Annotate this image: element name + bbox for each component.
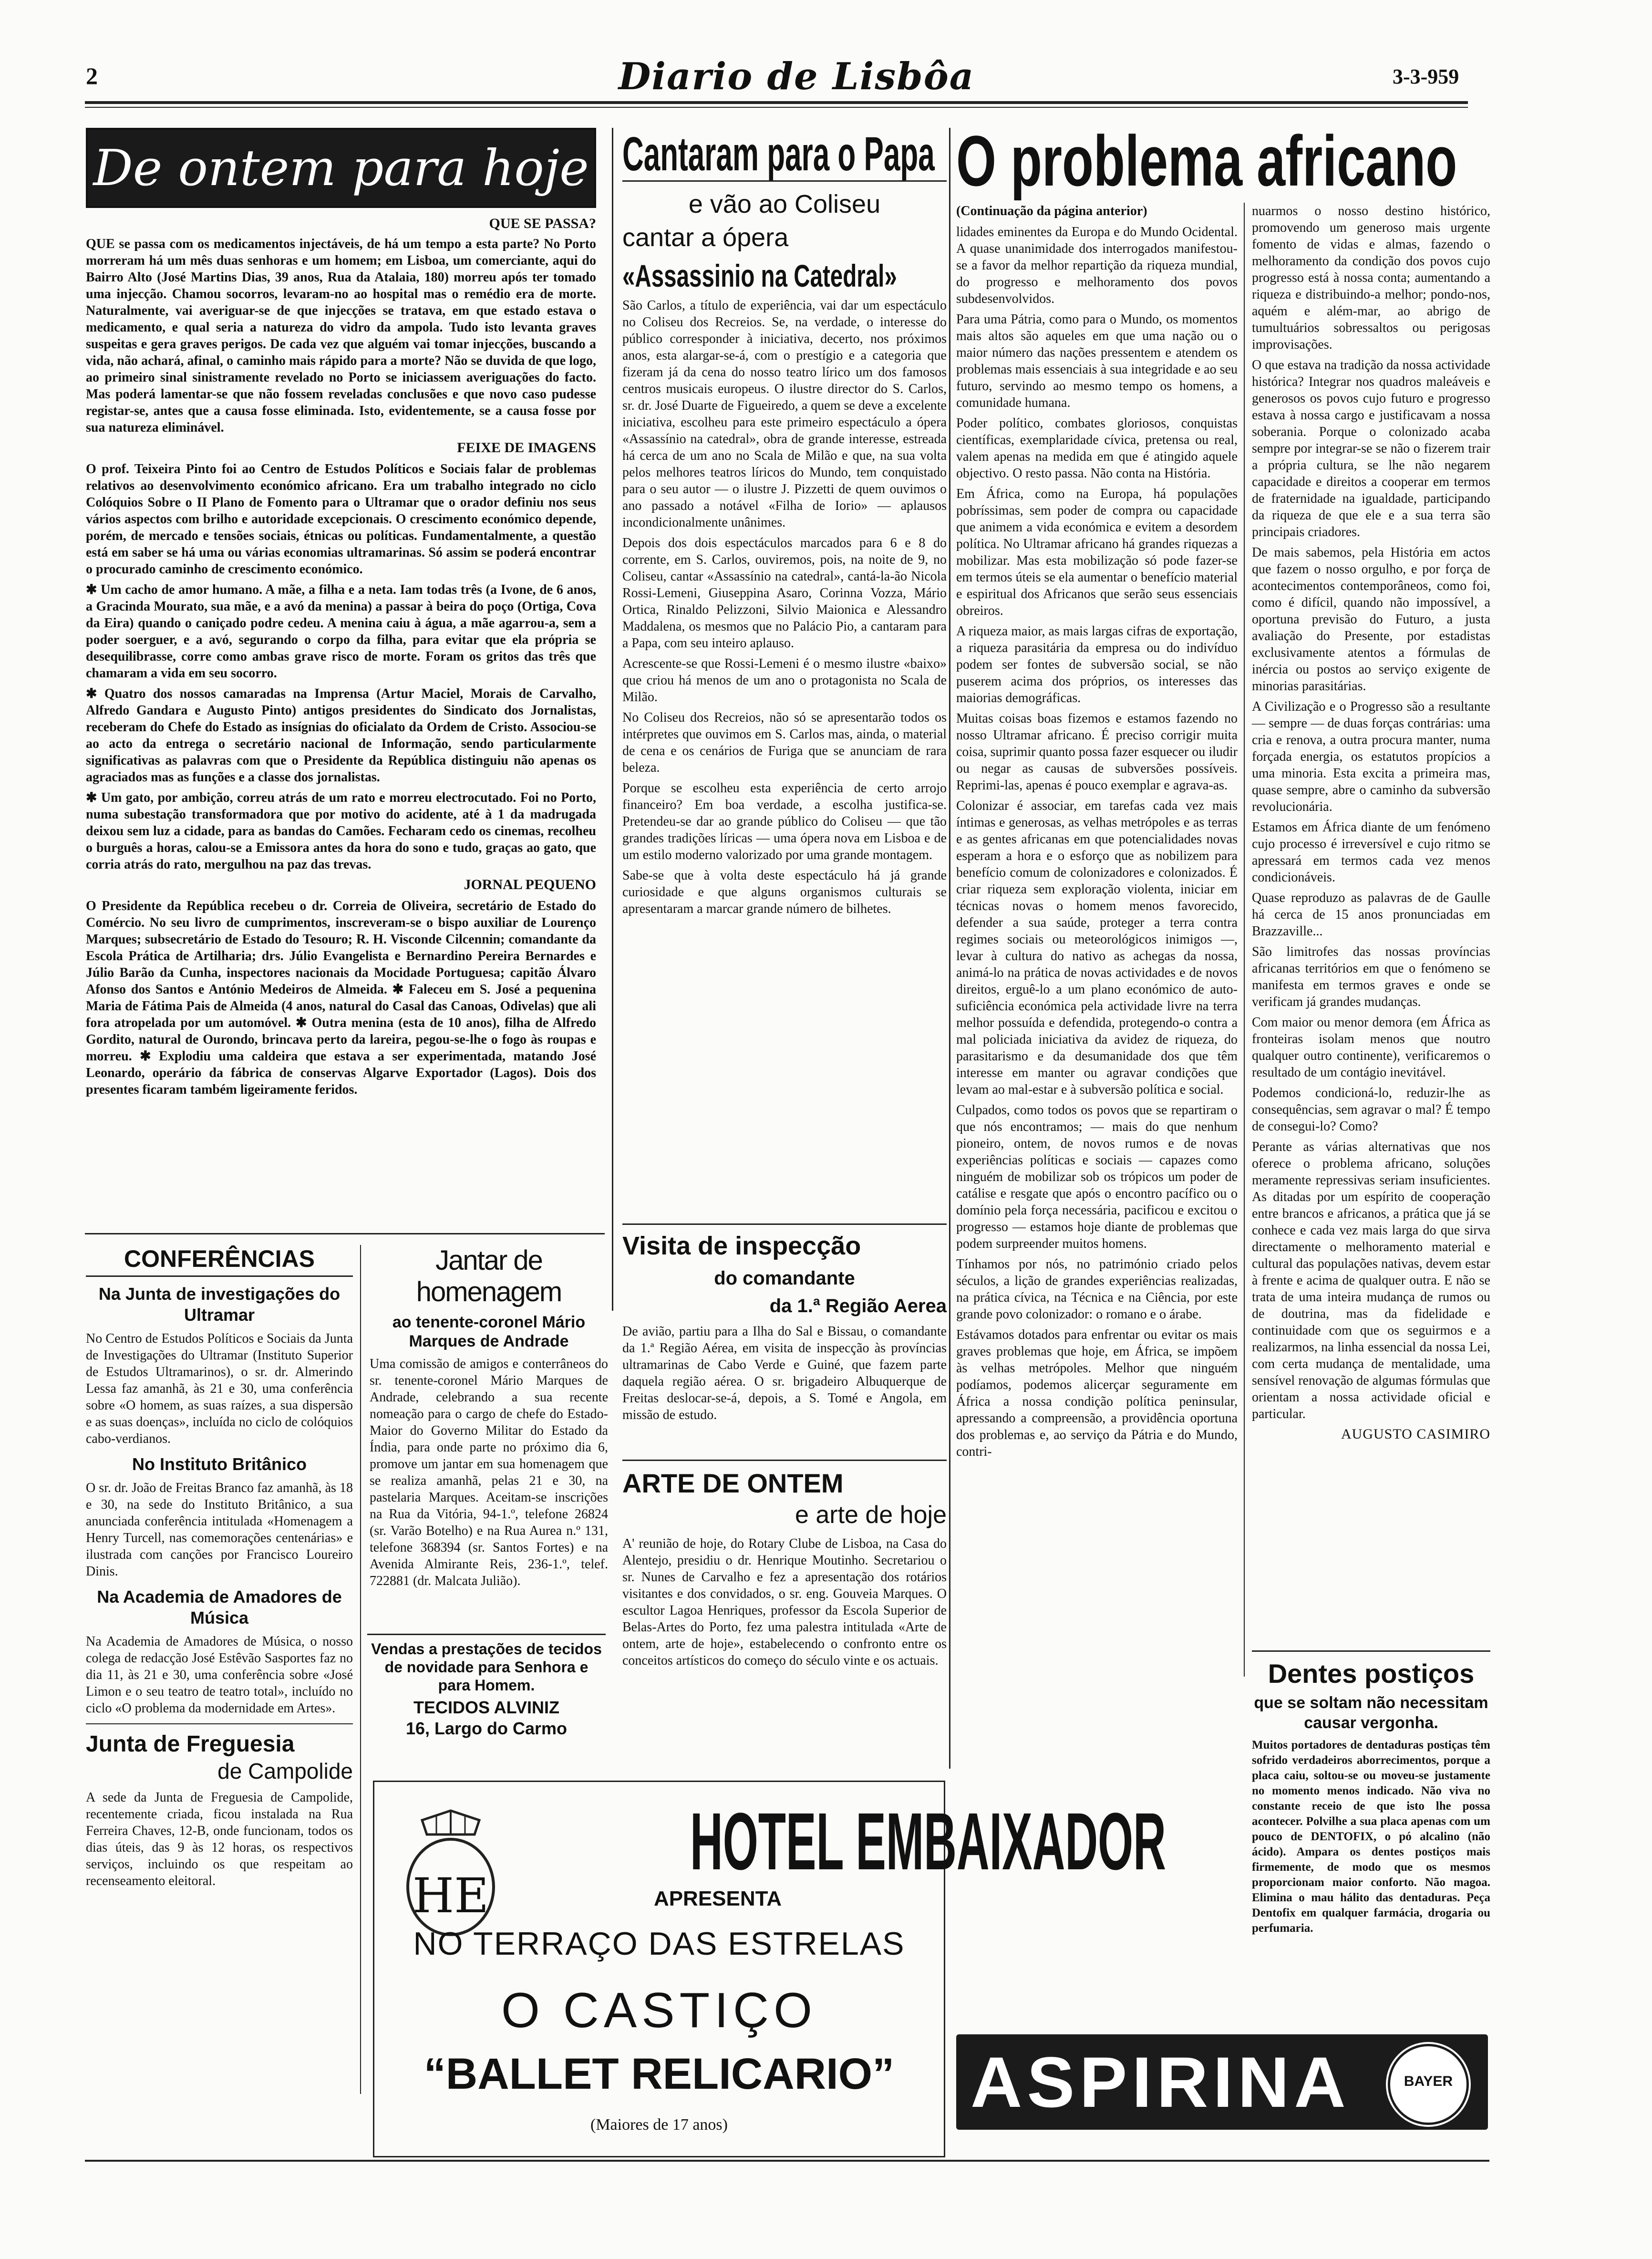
problema-b10: Perante as várias alternativas que nos oferece o problema africano, soluções meramente repressivas seriam insuficientes. As ditadas por um espírito de cooperação entre brancos e africanos, a prática que já se conhece e cada vez mais larga do que sirva directamente o melhoramento material e cultural das populações nativas, devem estar à frente e acima de qualquer outra. E não se trata de uma inteira mudança de rumos ou de doutrina, mas da fidelidade e continuidade com que os seguirmos e a realizarmos, na linha essencial da nossa Lei, com certa mudança de mentalidade, uma sensível renovação de algumas fórmulas que orientam a nossa actividade oficial e particular. bbox=[1252, 1140, 1490, 1421]
article-cacho-amor: ✱ Um cacho de amor humano. A mãe, a filha e a neta. Iam todas três (a Ivone, de 6 anos, a Gracinda Mourato, sua mãe, e a avó da menina) a passar à beira do poço (Ortiga, Cova da Eira) quando o caniçado podre cedeu. A menina caiu à água, a mãe agarrou-a, sem a poder soerguer, e a avó, segurando o corpo da filha, para evitar que ela própria se desequilibrasse, corre como ambas grave risco de morte. Foram os gritos das três que chamaram a vida em seu socorro. bbox=[86, 582, 596, 681]
issue-date: 3-3-959 bbox=[1393, 65, 1459, 88]
visita-sub-regiao: da 1.ª Região Aerea bbox=[769, 1295, 947, 1316]
column-de-ontem bbox=[86, 128, 596, 1102]
cantaram-sub-opera: cantar a ópera bbox=[622, 223, 789, 252]
conferencias-sub-academia: Na Academia de Amadores de Música bbox=[97, 1587, 342, 1627]
problema-b4: A Civilização e o Progresso são a resultante — sempre — de duas forças contrárias: uma cria e renova, a outra procura manter, numa forçada energia, os estatutos propícios a uma minoria. Esta excita a primeira mas, quase sempre, abre o caminho da subversão revolucionária. bbox=[1252, 699, 1490, 814]
cantaram-p5: Porque se escolheu esta experiência de certo arrojo financeiro? Em boa verdade, a escolha justifica-se. Pretendeu-se dar ao grande público do Coliseu — que tão grandes tradições líricas — uma ópera nova em Lisboa e de um estilo moderno valorizado por uma grande montagem. bbox=[622, 781, 947, 862]
problema-signature: AUGUSTO CASIMIRO bbox=[1341, 1426, 1490, 1442]
problema-headline: O problema africano bbox=[956, 121, 1457, 201]
conferencias-title: CONFERÊNCIAS bbox=[124, 1245, 315, 1272]
column-rule bbox=[1244, 203, 1245, 1677]
tecidos-ad-address: 16, Largo do Carmo bbox=[405, 1719, 568, 1738]
problema-a7: Colonizar é associar, em tarefas cada vez mais íntimas e generosas, as velhas metrópoles e as terras e as gentes africanas em que potencialidades novas esperam a hora e o esforço que as nobilizem para benefício comum de colonizadores e colonizados. É criar riqueza sem exploração violenta, iniciar em técnicas novas o homem menos favorecido, defender a sua saúde, proteger a terra contra regimes sociais ou meteorológicos inimigos —, levar à cultura do nativo as achegas da nossa, animá-lo na prática de novas actividades e de novos direitos, erguê-lo a um plano económico de auto-suficiência económica pela actividade livre na terra melhor possuída e defendida, protegendo-o contra a mal policiada iniciativa da avidez de riqueza, do parasitarismo e da desumanidade dos que têm interesse em manter ou agravar condições que levam ao mal-estar e à subversão política e social. bbox=[956, 798, 1238, 1097]
problema-b6: Quase reproduzo as palavras de de Gaulle há cerca de 15 anos pronunciadas em Brazzaville... bbox=[1252, 891, 1490, 939]
article-gato: ✱ Um gato, por ambição, correu atrás de um rato e morreu electrocutado. Foi no Porto, numa subestação transformadora que por motivo do acidente, até à 1 da madrugada deixou sem luz a cidade, para as bandas do Camões. Fecharam cedo os cinemas, recolheu o burguês a horas, calou-se a Emissora antes da hora do sono e tudo, graças ao gato, que corria atrás do rato, mergulhou na paz das trevas. bbox=[86, 790, 596, 872]
tecidos-ad-name: TECIDOS ALVINIZ bbox=[413, 1698, 559, 1717]
tecidos-ad bbox=[367, 1634, 606, 1739]
problema-a3: Poder político, combates gloriosos, conquistas científicas, exemplaridade cívica, pretensa ou real, valem apenas na medida em que é atingido aquele objectivo. O resto passa. Não conta na História. bbox=[956, 416, 1238, 481]
page-bottom-rule bbox=[85, 2160, 1489, 2162]
junta-freguesia-subtitle: de Campolide bbox=[217, 1759, 353, 1783]
conferencias-sub-ultramar: Na Junta de investigações do Ultramar bbox=[98, 1284, 341, 1325]
problema-b3: De mais sabemos, pela História em actos que fazem o nosso orgulho, e por força de acontecimentos contemporâneos, como foi, como é difícil, quando não impossível, a oportuna previsão do Futuro, a justa avaliação do Presente, por estadistas exclusivamente atentos a fórmulas de inércia ou postos ao serviço exigente de minorias parasitárias. bbox=[1252, 545, 1490, 694]
section-rule bbox=[85, 1233, 605, 1234]
dentes-ad-subtitle: que se soltam não necessitam causar vergonha. bbox=[1254, 1694, 1488, 1732]
masthead-rule-thin bbox=[85, 107, 1468, 108]
cantaram-p1: São Carlos, a título de experiência, vai dar um espectáculo no Coliseu dos Recreios. Se, na verdade, o interesse do público corresponder à iniciativa, decerto, nos próximos anos, esta alargar-se-á, com o prestígio e a categoria que fizeram já da cena do nosso teatro lírico um dos famosos centros musicais europeus. O ilustre director do S. Carlos, sr. dr. José Duarte de Figueiredo, a quem se deve a excelente iniciativa, escolheu para este primeiro espectáculo a ópera «Assassínio na catedral», obra de grande interesse, estreada há cerca de um ano no Scala de Milão e que, na sua volta pelos melhores teatros líricos do Mundo, tem conquistado para o seu autor — o ilustre J. Pizzetti de quem ouvimos o ano passado a notável «Filha de Iorio» — aplausos incondicionalmente unânimes. bbox=[622, 298, 947, 530]
article-injeccoes: QUE se passa com os medicamentos injectáveis, de há um tempo a esta parte? No Porto morreram há um mês duas senhoras e um homem; em Lisboa, um comerciante, aqui do Bairro Alto (José Martins Dias, 39 anos, Rua da Atalaia, 180) morreu após ter tomado uma injecção. Chamou socorros, levaram-no ao hospital mas o remédio era de morte. Naturalmente, vai averiguar-se de que injecções se tratava, em que estado estava o medicamento, e qual seria a natureza do vidro da ampola. Tudo isto levanta graves suspeitas e gera graves perigos. De cada vez que alguém vai tomar injecções, buscando a vida, não achará, afinal, o caminho mais rápido para a morte? Não se duvida de que logo, ao primeiro sinal sinistramente revelado no Porto se iniciassem averiguações do facto. Mas poderá lamentar-se que não fossem reveladas conclusões e que novo caso pudesse registar-se, antes que a causa fosse eliminada. Isto, evidentemente, se a causa fosse por sua natureza eliminável. bbox=[86, 237, 596, 435]
problema-b7: São limitrofes das nossas províncias africanas territórios em que o fenómeno se manifesta em termos graves e onde se verificam já grandes mudanças. bbox=[1252, 944, 1490, 1009]
problema-b2: O que estava na tradição da nossa actividade histórica? Integrar nos quadros maleáveis e generosos os povos cujo futuro e progresso estava à nossa cargo e justificavam a nossa soberania. Porque o colonizado acaba sempre por integrar-se se não o fizerem trair a própria cultura, se lhe não negarem capacidade e direitos a cooperar em termos de fraternidade na igualdade, participando da riqueza de que ele e a sua terra são principais criadores. bbox=[1252, 358, 1490, 539]
page-number: 2 bbox=[86, 62, 98, 89]
problema-column-b bbox=[1252, 203, 1490, 1442]
visita-article bbox=[622, 1223, 947, 1427]
dentes-ad bbox=[1252, 1650, 1490, 1940]
aspirina-name: ASPIRINA bbox=[971, 2042, 1351, 2122]
masthead-title: Diario de Lisbôa bbox=[618, 55, 975, 98]
hotel-terraco: NO TERRAÇO DAS ESTRELAS bbox=[413, 1926, 905, 1962]
dentes-ad-title: Dentes postiços bbox=[1268, 1658, 1475, 1689]
cantaram-p4: No Coliseu dos Recreios, não só se apresentarão todos os intérpretes que ouvimos em S. Carlos mas, ainda, o material de cena e os cenários de Furiga que se anunciam de rara beleza. bbox=[622, 710, 947, 775]
problema-continuation: (Continuação da página anterior) bbox=[956, 204, 1147, 218]
jantar-article bbox=[370, 1245, 608, 1593]
problema-a10: Estávamos dotados para enfrentar ou evitar os mais graves problemas que hoje, em África, se impõem às velhas metrópoles. Melhor que ninguém podíamos, podemos alicerçar seguramente em África a nossa condição política peninsular, apressando a compreensão, a providência oportuna dos problemas e, ao serviço da Pátria e do Mundo, contri- bbox=[956, 1327, 1238, 1459]
bayer-logo-text: BAYER bbox=[1404, 2073, 1453, 2089]
hotel-name: HOTEL EMBAIXADOR bbox=[690, 1796, 1166, 1887]
article-camaradas-imprensa: ✱ Quatro dos nossos camaradas na Imprensa (Artur Maciel, Morais de Carvalho, Alfredo Gandara e Augusto Pinto) antigos presidentes do Sindicato dos Jornalistas, receberam do Chefe do Estado as insígnias do oficialato da Ordem de Cristo. Associou-se ao acto da entrega o secretário nacional de Informação, sendo particularmente significativas as palavras com que o Presidente da República distinguiu não apenas os agraciados mas as funções e a classe dos jornalistas. bbox=[86, 686, 596, 785]
problema-b9: Podemos condicioná-lo, reduzir-lhe as consequências, sem agravar o mal? É tempo de consegui-lo? Como? bbox=[1252, 1086, 1490, 1134]
visita-headline: Visita de inspecção bbox=[622, 1232, 861, 1260]
conferencias-inner-rule bbox=[86, 1723, 353, 1724]
column-rule bbox=[949, 128, 950, 1769]
conferencias-sub-britanico: No Instituto Britânico bbox=[132, 1454, 307, 1474]
visita-sub-comandante: do comandante bbox=[714, 1268, 855, 1289]
cantaram-p6: Sabe-se que à volta deste espectáculo há já grande curiosidade e que alguns organismos culturais se apresentaram a marcar grande número de bilhetes. bbox=[622, 868, 947, 916]
jantar-title: Jantar de homenagem bbox=[416, 1245, 562, 1307]
jantar-subtitle: ao tenente-coronel Mário Marques de Andrade bbox=[392, 1313, 586, 1350]
cantaram-article bbox=[622, 128, 947, 921]
problema-a9: Tínhamos por nós, no património criado pelos séculos, a lição de grandes experiências realizadas, na prática cívica, na Técnica e na Ciência, por este grande povo colonizador: o romano e o árabe. bbox=[956, 1257, 1238, 1322]
problema-a8: Culpados, como todos os povos que se repartiram o que nós encontramos; — mais do que nenhum pioneiro, ontem, de novos rumos e de novas experiências políticas e sociais — capazes como ninguém de mobilizar sob os trópicos um poder de catálise e resgate que após o encontro pacífico ou o domínio pela força necessária, pacificou e excitou o progresso — estamos hoje diante de problemas que podem surpreender muitos homens. bbox=[956, 1103, 1238, 1251]
hotel-maiores: (Maiores de 17 anos) bbox=[590, 2116, 728, 2134]
section-feixe-de-imagens: FEIXE DE IMAGENS bbox=[457, 440, 596, 456]
aspirina-ad bbox=[956, 2034, 1488, 2130]
conferencias-text-ultramar: No Centro de Estudos Políticos e Sociais da Junta de Investigações do Ultramar (Instituto Superior de Estudos Ultramarinos), o sr. dr. Almerindo Lessa faz amanhã, às 21 e 30, uma conferência sobre «O homem, as suas raízes, a sua dispersão e as suas doenças», incluída no ciclo de colóquios cabo-verdianos. bbox=[86, 1331, 353, 1446]
problema-b5: Estamos em África diante de um fenómeno cujo processo é irreversível e cujo ritmo se apressará em termos cada vez menos condicionáveis. bbox=[1252, 820, 1490, 885]
cantaram-sub-assassinio: «Assassinio na Catedral» bbox=[622, 258, 897, 293]
dentes-ad-text: Muitos portadores de dentaduras postiças têm sofrido verdadeiros aborrecimentos, porque a placa caiu, soltou-se ou moveu-se justamente no momento menos indicado. Não viva no constante receio de que isto lhe possa acontecer. Polvilhe a sua placa apenas com um pouco de DENTOFIX, o pó alcalino (não ácido). Ampara os dentes postiços mais firmemente, de modo que os mesmos proporcionam maior conforto. Não magoa. Elimina o mau hálito das dentaduras. Peça Dentofix em qualquer farmácia, drogaria ou perfumaria. bbox=[1252, 1739, 1490, 1935]
problema-headline-wrap bbox=[956, 121, 1490, 201]
cantaram-headline: Cantaram para o Papa bbox=[622, 127, 935, 181]
conferencias-box bbox=[86, 1245, 353, 1893]
junta-freguesia-text: A sede da Junta de Freguesia de Campolide, recentemente criada, ficou instalada na Rua Ferreira Chaves, 12-B, onde funcionam, todos os dias úteis, das 9 às 12 horas, os respectivos serviços, incluindo os que respeitam ao recenseamento eleitoral. bbox=[86, 1790, 353, 1888]
article-presidente: O Presidente da República recebeu o dr. Correia de Oliveira, secretário de Estado do Comércio. No seu livro de cumprimentos, inscreveram-se o bispo auxiliar de Lourenço Marques; subsecretário de Estado do Tesouro; R. H. Visconde Cilcennin; comandante da Escola Prática de Artilharia; drs. Júlio Evangelista e Bernardino Pereira Bernardes e Júlio Barão da Cunha, inspectores nacionais da Mocidade Portuguesa; capitão Álvaro Afonso dos Santos e António Medeiros de Almeida. ✱ Faleceu em S. José a pequenina Maria de Fátima Pais de Almeida (4 anos, natural do Casal das Canoas, Odivelas) que ali fora atropelada por um automóvel. ✱ Outra menina (esta de 10 anos), filha de Alfredo Gordito, natural de Ourondo, brincava perto da lareira, pegou-se-lhe o fogo às roupas e morreu. ✱ Explodiu uma caldeira que estava a ser experimentada, matando José Leonardo, operário da fábrica de conservas Algarve Exportador (Lagos). Dois dos presentes ficaram também ligeiramente feridos. bbox=[86, 899, 596, 1097]
arte-text: A' reunião de hoje, do Rotary Clube de Lisboa, na Casa do Alentejo, presidiu o dr. Henrique Moutinho. Secretariou o sr. Nunes de Carvalho e fez a apresentação dos rotários visitantes e dos convidados, o sr. eng. Gouveia Marques. O escultor Lagoa Henriques, professor da Escola Superior de Belas-Artes do Porto, fez uma palestra intitulada «Arte de ontem, arte de hoje», estabelecendo o confronto entre os conceitos artísticos do começo do século vinte e os actuais. bbox=[622, 1536, 947, 1668]
hotel-ballet: “BALLET RELICARIO” bbox=[423, 2050, 895, 2098]
cantaram-sub-coliseu: e vão ao Coliseu bbox=[688, 190, 881, 218]
column-rule bbox=[612, 128, 613, 1311]
junta-freguesia-title: Junta de Freguesia bbox=[86, 1731, 295, 1757]
problema-a1: lidades eminentes da Europa e do Mundo Ocidental. A quase unanimidade dos interrogados manifestou-se a favor da melhor repartição da riqueza mundial, do progresso e melhoramento dos povos subdesenvolvidos. bbox=[956, 225, 1238, 306]
conferencias-title-rule bbox=[86, 1275, 353, 1277]
cantaram-p2: Depois dos dois espectáculos marcados para 6 e 8 do corrente, em S. Carlos, ouviremos, pois, na noite de 9, no Coliseu, cantar «Assassínio na catedral», cantá-la-ão Nicola Rossi-Lemeni, Giuseppina Asaro, Corinna Vozza, Mário Ortica, Rinaldo Pelizzoni, Silvio Maionica e Alessandro Maddalena, os mesmos que no Palácio Pio, a cantaram para a Papa, com seu inteiro aplauso. bbox=[622, 536, 947, 651]
problema-column-a bbox=[956, 203, 1238, 1464]
tecidos-ad-text: Vendas a prestações de tecidos de novidade para Senhora e para Homem. bbox=[371, 1640, 602, 1694]
visita-text: De avião, partiu para a Ilha do Sal e Bissau, o comandante da 1.ª Região Aérea, em visita de inspecção às províncias ultramarinas de Cabo Verde e Guiné, que fazem parte daquela região aérea. O sr. brigadeiro Albuquerque de Freitas deslocar-se-á, depois, a S. Tomé e Angola, em missão de estudo. bbox=[622, 1324, 947, 1422]
article-teixeira-pinto: O prof. Teixeira Pinto foi ao Centro de Estudos Políticos e Sociais falar de problemas relativos ao desenvolvimento económico africano. Era um trabalho integrado no ciclo Colóquios Sobre o II Plano de Fomento para o Ultramar que o orador definiu nos seus vários aspectos com brilho e autoridade excepcionais. O crescimento económico depende, porém, de mercado e tensões sociais, étnicas ou políticas. Fundamentalmente, a questão está em saber se há uma ou várias economias ultramarinas. Só assim se poderá encontrar o procurado caminho de crescimento económico. bbox=[86, 462, 596, 577]
arte-subheadline: e arte de hoje bbox=[795, 1501, 947, 1529]
problema-a2: Para uma Pátria, como para o Mundo, os momentos mais altos são aqueles em que uma nação ou o maior número das nações pressentem e atendem os problemas mais essenciais à sua integridade e ao seu futuro, servindo ao mesmo tempo os homens, a comunidade humana. bbox=[956, 312, 1238, 410]
kicker-que-se-passa: QUE SE PASSA? bbox=[489, 216, 596, 231]
arte-headline: ARTE DE ONTEM bbox=[622, 1468, 844, 1498]
conferencias-text-britanico: O sr. dr. João de Freitas Branco faz amanhã, às 18 e 30, na sede do Instituto Britânico, a sua anunciada conferência intitulada «Homenagem a Henry Turcell, nas comemorações centenárias» e ilustrada com canções por Francisco Loureiro Dinis. bbox=[86, 1481, 353, 1579]
hotel-apresenta: APRESENTA bbox=[653, 1887, 782, 1910]
de-ontem-banner: De ontem para hoje bbox=[86, 128, 596, 208]
masthead-rule bbox=[85, 101, 1468, 104]
problema-a5: A riqueza maior, as mais largas cifras de exportação, a riqueza parasitária da empresa ou do indivíduo podem ser fontes de subversão social, se não puserem acima dos próprios, os interesses das maiorias demográficas. bbox=[956, 624, 1238, 705]
jantar-text: Uma comissão de amigos e conterrâneos do sr. tenente-coronel Mário Marques de Andrade, celebrando a sua recente nomeação para o cargo de chefe do Estado-Maior do Governo Militar do Estado da Índia, para onde parte no próximo dia 6, promove um jantar em sua homenagem que se realiza amanhã, pelas 21 e 30, na pastelaria Marques. Aceitam-se inscrições na Rua da Vitória, 94-1.º, telefone 26824 (sr. Varão Botelho) e na Rua Aurea n.º 131, telefone 368394 (sr. Santos Fortes) e na Avenida Almirante Reis, 236-1.º, telef. 722881 (dr. Malcata Julião). bbox=[370, 1357, 608, 1588]
cantaram-p3: Acrescente-se que Rossi-Lemeni é o mesmo ilustre «baixo» que criou há menos de um ano o protagonista no Scala de Milão. bbox=[622, 656, 947, 705]
hotel-castico: O CASTIÇO bbox=[501, 1983, 817, 2038]
hotel-logo-text: HE bbox=[412, 1868, 489, 1924]
arte-article bbox=[622, 1460, 947, 1673]
problema-a4: Em África, como na Europa, há populações pobríssimas, sem poder de compra ou capacidade que animem a vida económica e evitem a desordem política. No Ultramar africano há grandes riquezas a mobilizar. Mas esta mobilização só pode fazer-se em termos úteis se ela aumentar o benefício material e espiritual dos Africanos que serão seus essenciais obreiros. bbox=[956, 487, 1238, 618]
section-jornal-pequeno: JORNAL PEQUENO bbox=[464, 877, 596, 892]
column-rule bbox=[360, 1245, 361, 2094]
conferencias-text-academia: Na Academia de Amadores de Música, o nosso colega de redacção José Estêvão Sasportes faz no dia 11, às 21 e 30, uma conferência sobre «José Limon e o seu teatro de teatro total», incluído no ciclo «O problema da modernidade em Artes». bbox=[86, 1634, 353, 1716]
problema-a6: Muitas coisas boas fizemos e estamos fazendo no nosso Ultramar africano. É preciso corrigir muita coisa, suprimir quanto possa fazer esquecer ou iludir ou negar as causas de subversões possíveis. Reprimi-las, apenas é pouco exemplar e agrava-as. bbox=[956, 711, 1238, 793]
problema-b8: Com maior ou menor demora (em África as fronteiras isolam menos que noutro qualquer outro continente), verificaremos o resultado de um contágio inevitável. bbox=[1252, 1015, 1490, 1080]
problema-b1: nuarmos o nosso destino histórico, promovendo um generoso mais urgente fomento de vidas e almas, fazendo o melhoramento da condição dos povos cujo progresso está à nossa conta; aumentando a riqueza e distribuindo-a melhor; pondo-nos, aquém e além-mar, ao abrigo de tumultuários sobressaltos ou perigosas improvisações. bbox=[1252, 204, 1490, 352]
